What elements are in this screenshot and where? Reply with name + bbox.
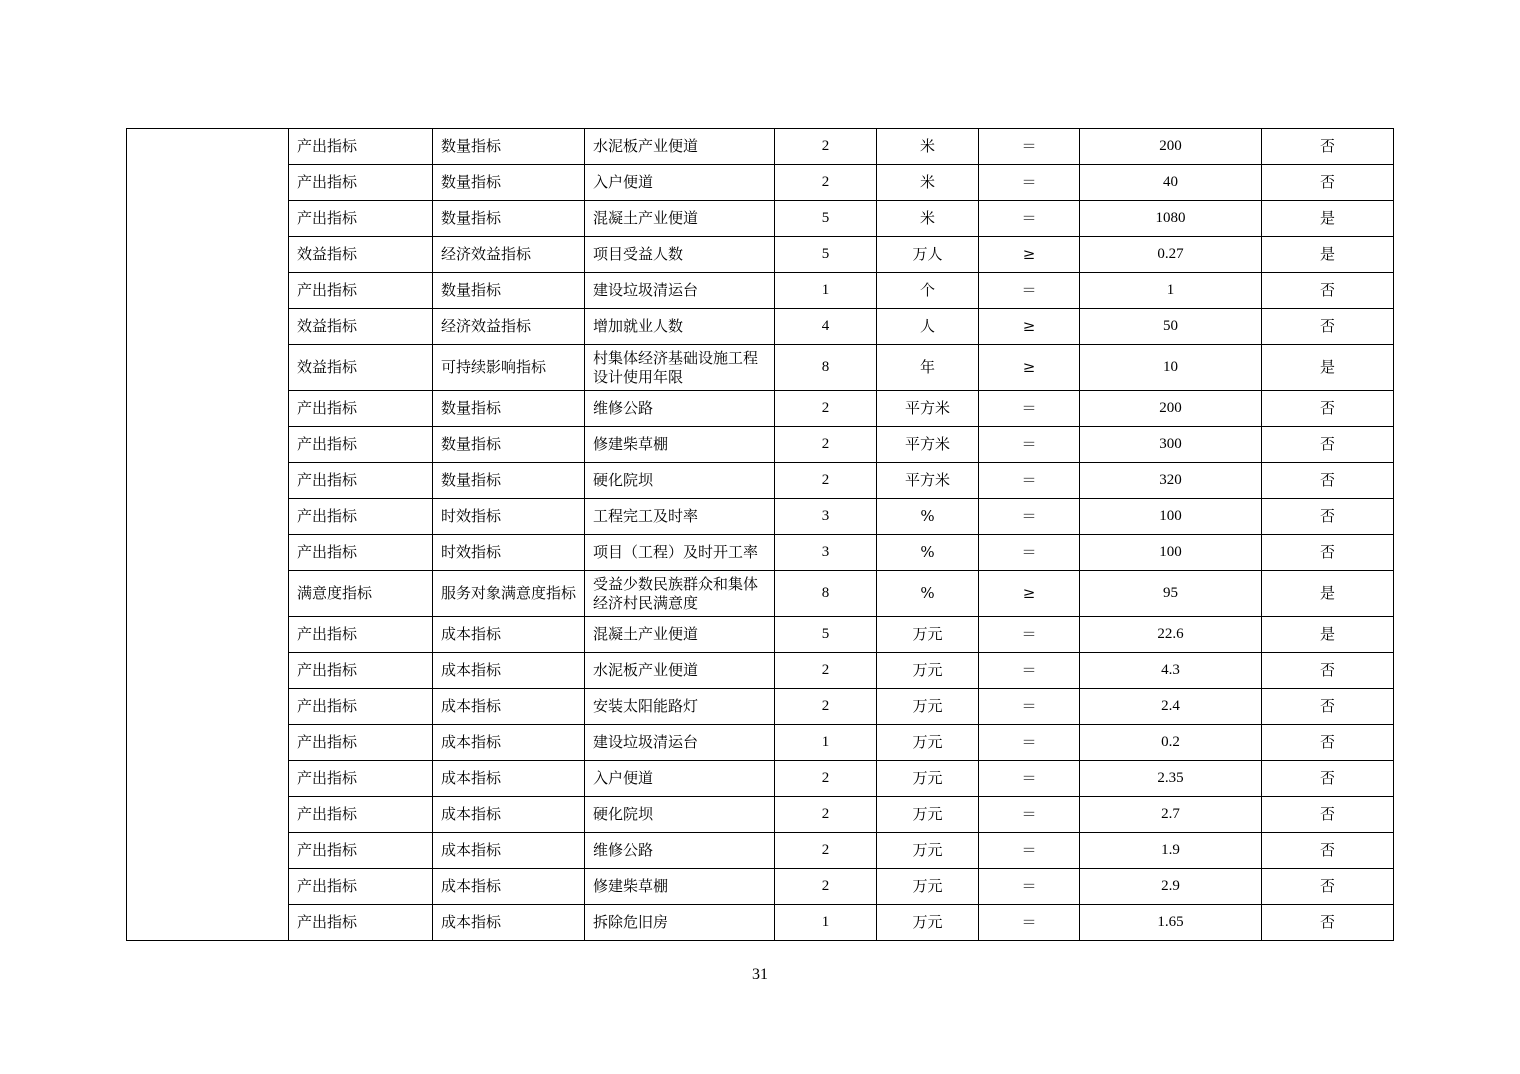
level2-indicator-cell: 数量指标 <box>433 201 585 237</box>
level2-indicator-cell: 服务对象满意度指标 <box>433 571 585 617</box>
unit-cell: 平方米 <box>877 427 979 463</box>
level3-indicator-cell: 维修公路 <box>585 833 775 869</box>
level3-indicator-cell: 建设垃圾清运台 <box>585 273 775 309</box>
target-value-cell: 10 <box>1080 345 1262 391</box>
level3-indicator-cell: 安装太阳能路灯 <box>585 689 775 725</box>
weight-cell: 2 <box>775 689 877 725</box>
level1-indicator-cell: 效益指标 <box>289 237 433 273</box>
target-value-cell: 100 <box>1080 535 1262 571</box>
weight-cell: 5 <box>775 201 877 237</box>
core-indicator-cell: 否 <box>1262 905 1394 941</box>
unit-cell: 米 <box>877 201 979 237</box>
level3-indicator-cell: 水泥板产业便道 <box>585 129 775 165</box>
table-row <box>127 571 1394 617</box>
target-value-cell: 200 <box>1080 391 1262 427</box>
unit-cell: % <box>877 535 979 571</box>
table-row <box>127 725 1394 761</box>
unit-cell: 平方米 <box>877 391 979 427</box>
weight-cell: 2 <box>775 833 877 869</box>
level2-indicator-cell: 时效指标 <box>433 535 585 571</box>
table-row <box>127 391 1394 427</box>
core-indicator-cell: 否 <box>1262 797 1394 833</box>
operator-cell: ≥ <box>979 309 1080 345</box>
level2-indicator-cell: 成本指标 <box>433 653 585 689</box>
operator-cell: ＝ <box>979 797 1080 833</box>
level2-indicator-cell: 成本指标 <box>433 725 585 761</box>
operator-cell: ＝ <box>979 463 1080 499</box>
table-row <box>127 237 1394 273</box>
level2-indicator-cell: 可持续影响指标 <box>433 345 585 391</box>
weight-cell: 5 <box>775 237 877 273</box>
operator-cell: ＝ <box>979 499 1080 535</box>
target-value-cell: 50 <box>1080 309 1262 345</box>
weight-cell: 2 <box>775 391 877 427</box>
target-value-cell: 1 <box>1080 273 1262 309</box>
weight-cell: 2 <box>775 797 877 833</box>
table-row <box>127 761 1394 797</box>
level1-indicator-cell: 产出指标 <box>289 797 433 833</box>
level3-indicator-cell: 修建柴草棚 <box>585 427 775 463</box>
core-indicator-cell: 是 <box>1262 201 1394 237</box>
operator-cell: ＝ <box>979 869 1080 905</box>
level3-indicator-cell: 村集体经济基础设施工程设计使用年限 <box>585 345 775 391</box>
operator-cell: ＝ <box>979 391 1080 427</box>
level1-indicator-cell: 产出指标 <box>289 201 433 237</box>
level1-indicator-cell: 产出指标 <box>289 689 433 725</box>
level1-indicator-cell: 产出指标 <box>289 617 433 653</box>
target-value-cell: 40 <box>1080 165 1262 201</box>
unit-cell: 平方米 <box>877 463 979 499</box>
performance-indicator-table <box>126 128 1394 941</box>
level1-indicator-cell: 产出指标 <box>289 165 433 201</box>
unit-cell: % <box>877 571 979 617</box>
target-value-cell: 2.9 <box>1080 869 1262 905</box>
level2-indicator-cell: 成本指标 <box>433 797 585 833</box>
target-value-cell: 1.9 <box>1080 833 1262 869</box>
weight-cell: 3 <box>775 535 877 571</box>
level2-indicator-cell: 数量指标 <box>433 129 585 165</box>
table-row <box>127 345 1394 391</box>
table-row <box>127 499 1394 535</box>
core-indicator-cell: 否 <box>1262 391 1394 427</box>
level3-indicator-cell: 项目（工程）及时开工率 <box>585 535 775 571</box>
target-value-cell: 2.4 <box>1080 689 1262 725</box>
level1-indicator-cell: 产出指标 <box>289 535 433 571</box>
merged-project-cell <box>127 129 289 941</box>
operator-cell: ＝ <box>979 905 1080 941</box>
table-row <box>127 869 1394 905</box>
operator-cell: ＝ <box>979 617 1080 653</box>
level1-indicator-cell: 产出指标 <box>289 833 433 869</box>
level3-indicator-cell: 增加就业人数 <box>585 309 775 345</box>
target-value-cell: 0.27 <box>1080 237 1262 273</box>
weight-cell: 2 <box>775 165 877 201</box>
level3-indicator-cell: 混凝土产业便道 <box>585 617 775 653</box>
level1-indicator-cell: 产出指标 <box>289 761 433 797</box>
operator-cell: ≥ <box>979 345 1080 391</box>
unit-cell: 万元 <box>877 905 979 941</box>
core-indicator-cell: 是 <box>1262 345 1394 391</box>
target-value-cell: 200 <box>1080 129 1262 165</box>
level3-indicator-cell: 硬化院坝 <box>585 463 775 499</box>
weight-cell: 8 <box>775 571 877 617</box>
target-value-cell: 1.65 <box>1080 905 1262 941</box>
level2-indicator-cell: 经济效益指标 <box>433 309 585 345</box>
level1-indicator-cell: 产出指标 <box>289 391 433 427</box>
target-value-cell: 22.6 <box>1080 617 1262 653</box>
weight-cell: 2 <box>775 427 877 463</box>
target-value-cell: 1080 <box>1080 201 1262 237</box>
table-row <box>127 309 1394 345</box>
operator-cell: ＝ <box>979 689 1080 725</box>
level2-indicator-cell: 成本指标 <box>433 761 585 797</box>
table-row <box>127 617 1394 653</box>
level2-indicator-cell: 数量指标 <box>433 165 585 201</box>
table-row <box>127 535 1394 571</box>
core-indicator-cell: 否 <box>1262 309 1394 345</box>
core-indicator-cell: 是 <box>1262 617 1394 653</box>
unit-cell: 万元 <box>877 797 979 833</box>
level1-indicator-cell: 产出指标 <box>289 463 433 499</box>
level2-indicator-cell: 成本指标 <box>433 617 585 653</box>
level1-indicator-cell: 产出指标 <box>289 427 433 463</box>
operator-cell: ＝ <box>979 833 1080 869</box>
level3-indicator-cell: 建设垃圾清运台 <box>585 725 775 761</box>
core-indicator-cell: 否 <box>1262 499 1394 535</box>
table-row <box>127 833 1394 869</box>
unit-cell: 米 <box>877 129 979 165</box>
operator-cell: ＝ <box>979 201 1080 237</box>
unit-cell: % <box>877 499 979 535</box>
weight-cell: 1 <box>775 725 877 761</box>
weight-cell: 2 <box>775 129 877 165</box>
unit-cell: 个 <box>877 273 979 309</box>
core-indicator-cell: 否 <box>1262 463 1394 499</box>
weight-cell: 4 <box>775 309 877 345</box>
weight-cell: 8 <box>775 345 877 391</box>
core-indicator-cell: 否 <box>1262 689 1394 725</box>
table-row <box>127 797 1394 833</box>
operator-cell: ＝ <box>979 129 1080 165</box>
weight-cell: 2 <box>775 463 877 499</box>
level3-indicator-cell: 工程完工及时率 <box>585 499 775 535</box>
target-value-cell: 2.7 <box>1080 797 1262 833</box>
table-row <box>127 129 1394 165</box>
level3-indicator-cell: 受益少数民族群众和集体经济村民满意度 <box>585 571 775 617</box>
unit-cell: 万人 <box>877 237 979 273</box>
level2-indicator-cell: 成本指标 <box>433 833 585 869</box>
level3-indicator-cell: 入户便道 <box>585 761 775 797</box>
level1-indicator-cell: 产出指标 <box>289 725 433 761</box>
unit-cell: 万元 <box>877 833 979 869</box>
table-row <box>127 273 1394 309</box>
unit-cell: 人 <box>877 309 979 345</box>
target-value-cell: 300 <box>1080 427 1262 463</box>
level1-indicator-cell: 产出指标 <box>289 869 433 905</box>
unit-cell: 万元 <box>877 725 979 761</box>
level3-indicator-cell: 项目受益人数 <box>585 237 775 273</box>
level2-indicator-cell: 时效指标 <box>433 499 585 535</box>
level1-indicator-cell: 产出指标 <box>289 499 433 535</box>
unit-cell: 万元 <box>877 689 979 725</box>
operator-cell: ＝ <box>979 653 1080 689</box>
weight-cell: 1 <box>775 905 877 941</box>
target-value-cell: 2.35 <box>1080 761 1262 797</box>
core-indicator-cell: 是 <box>1262 571 1394 617</box>
target-value-cell: 100 <box>1080 499 1262 535</box>
level3-indicator-cell: 修建柴草棚 <box>585 869 775 905</box>
core-indicator-cell: 否 <box>1262 273 1394 309</box>
target-value-cell: 0.2 <box>1080 725 1262 761</box>
weight-cell: 2 <box>775 653 877 689</box>
core-indicator-cell: 否 <box>1262 535 1394 571</box>
unit-cell: 万元 <box>877 761 979 797</box>
level2-indicator-cell: 成本指标 <box>433 905 585 941</box>
unit-cell: 万元 <box>877 869 979 905</box>
operator-cell: ＝ <box>979 535 1080 571</box>
operator-cell: ＝ <box>979 761 1080 797</box>
core-indicator-cell: 否 <box>1262 165 1394 201</box>
unit-cell: 万元 <box>877 617 979 653</box>
table-row <box>127 427 1394 463</box>
unit-cell: 米 <box>877 165 979 201</box>
core-indicator-cell: 是 <box>1262 237 1394 273</box>
level3-indicator-cell: 硬化院坝 <box>585 797 775 833</box>
level1-indicator-cell: 产出指标 <box>289 653 433 689</box>
core-indicator-cell: 否 <box>1262 427 1394 463</box>
level2-indicator-cell: 数量指标 <box>433 273 585 309</box>
level3-indicator-cell: 混凝土产业便道 <box>585 201 775 237</box>
target-value-cell: 95 <box>1080 571 1262 617</box>
level3-indicator-cell: 入户便道 <box>585 165 775 201</box>
table-row <box>127 201 1394 237</box>
level2-indicator-cell: 数量指标 <box>433 463 585 499</box>
weight-cell: 2 <box>775 869 877 905</box>
operator-cell: ＝ <box>979 427 1080 463</box>
weight-cell: 3 <box>775 499 877 535</box>
core-indicator-cell: 否 <box>1262 761 1394 797</box>
table-row <box>127 463 1394 499</box>
level2-indicator-cell: 数量指标 <box>433 391 585 427</box>
table-row <box>127 165 1394 201</box>
level1-indicator-cell: 效益指标 <box>289 345 433 391</box>
target-value-cell: 320 <box>1080 463 1262 499</box>
weight-cell: 5 <box>775 617 877 653</box>
core-indicator-cell: 否 <box>1262 869 1394 905</box>
table-row <box>127 905 1394 941</box>
level1-indicator-cell: 产出指标 <box>289 905 433 941</box>
unit-cell: 年 <box>877 345 979 391</box>
level3-indicator-cell: 拆除危旧房 <box>585 905 775 941</box>
operator-cell: ≥ <box>979 237 1080 273</box>
operator-cell: ≥ <box>979 571 1080 617</box>
level1-indicator-cell: 产出指标 <box>289 273 433 309</box>
level2-indicator-cell: 成本指标 <box>433 689 585 725</box>
level2-indicator-cell: 经济效益指标 <box>433 237 585 273</box>
page-number: 31 <box>752 966 768 983</box>
core-indicator-cell: 否 <box>1262 653 1394 689</box>
operator-cell: ＝ <box>979 273 1080 309</box>
level2-indicator-cell: 成本指标 <box>433 869 585 905</box>
operator-cell: ＝ <box>979 165 1080 201</box>
level1-indicator-cell: 满意度指标 <box>289 571 433 617</box>
core-indicator-cell: 否 <box>1262 725 1394 761</box>
core-indicator-cell: 否 <box>1262 833 1394 869</box>
level1-indicator-cell: 效益指标 <box>289 309 433 345</box>
level2-indicator-cell: 数量指标 <box>433 427 585 463</box>
table-row <box>127 653 1394 689</box>
level3-indicator-cell: 维修公路 <box>585 391 775 427</box>
weight-cell: 1 <box>775 273 877 309</box>
operator-cell: ＝ <box>979 725 1080 761</box>
table-body <box>127 129 1394 941</box>
level1-indicator-cell: 产出指标 <box>289 129 433 165</box>
core-indicator-cell: 否 <box>1262 129 1394 165</box>
target-value-cell: 4.3 <box>1080 653 1262 689</box>
unit-cell: 万元 <box>877 653 979 689</box>
weight-cell: 2 <box>775 761 877 797</box>
table-row <box>127 689 1394 725</box>
level3-indicator-cell: 水泥板产业便道 <box>585 653 775 689</box>
